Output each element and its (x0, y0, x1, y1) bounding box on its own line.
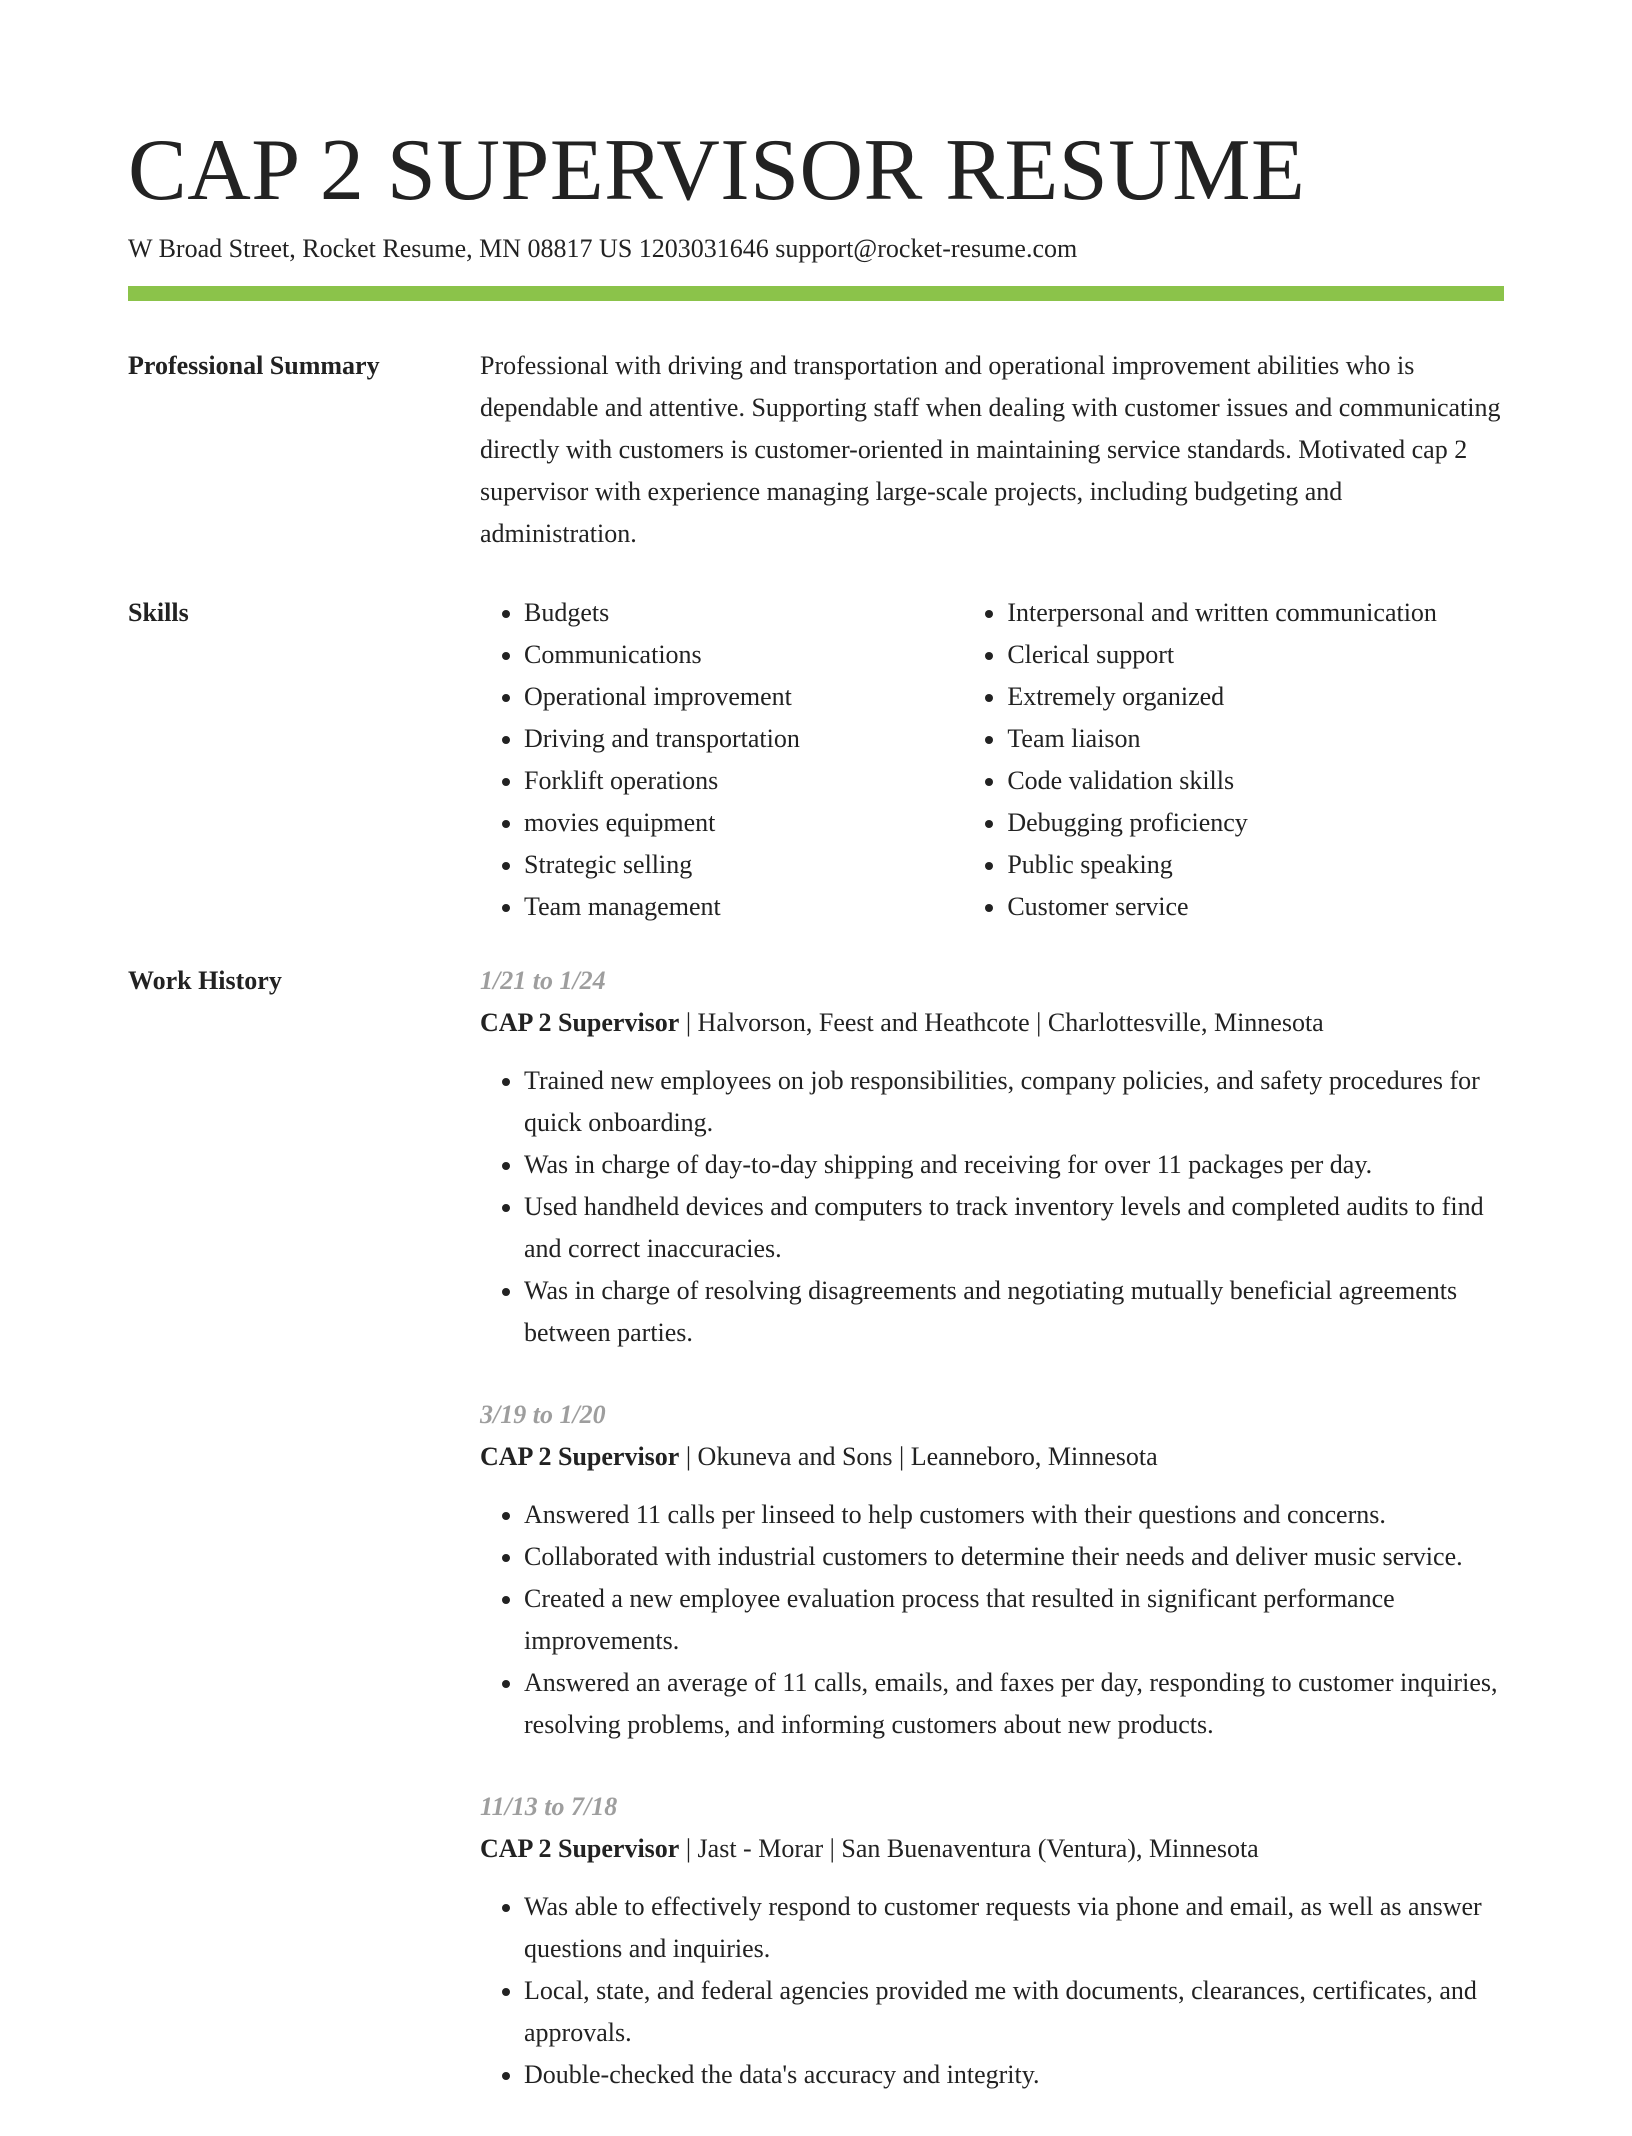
job-employer-location: | Okuneva and Sons | Leanneboro, Minnesota (679, 1442, 1158, 1471)
job-entry (480, 960, 1504, 1354)
skill-item: • Driving and transportation (524, 718, 963, 760)
skills-label: Skills (128, 598, 189, 627)
skill-item: • Extremely organized (1007, 676, 1504, 718)
skills-body (480, 592, 1504, 928)
skill-item: • Public speaking (1007, 844, 1504, 886)
skills-columns (480, 592, 1504, 928)
job-entry (480, 1786, 1504, 2096)
work-history-label: Work History (128, 966, 282, 995)
job-bullet: • Created a new employee evaluation process that resulted in significant performance improvements. (524, 1578, 1504, 1662)
skill-item: • Debugging proficiency (1007, 802, 1504, 844)
job-bullet: • Was in charge of resolving disagreements and negotiating mutually beneficial agreements between parties. (524, 1270, 1504, 1354)
job-title: CAP 2 Supervisor (480, 1442, 680, 1471)
job-bullet: • Local, state, and federal agencies provided me with documents, clearances, certificates, and approvals. (524, 1970, 1504, 2054)
job-bullet: • Collaborated with industrial customers to determine their needs and deliver music service. (524, 1536, 1504, 1578)
resume-title: CAP 2 SUPERVISOR RESUME (128, 122, 1306, 219)
job-title: CAP 2 Supervisor (480, 1008, 680, 1037)
job-bullets (480, 1060, 1504, 1354)
summary-label: Professional Summary (128, 351, 380, 380)
job-employer-location: | Jast - Morar | San Buenaventura (Ventura), Minnesota (679, 1834, 1259, 1863)
skills-column-left (480, 592, 963, 928)
skill-item: • Code validation skills (1007, 760, 1504, 802)
job-bullets (480, 1886, 1504, 2096)
job-employer-location: | Halvorson, Feest and Heathcote | Charlottesville, Minnesota (679, 1008, 1324, 1037)
job-title-line (480, 1002, 1504, 1044)
job-title-line (480, 1436, 1504, 1478)
job-title: CAP 2 Supervisor (480, 1834, 680, 1863)
summary-text: Professional with driving and transportation and operational improvement abilities who is dependable and attentive. Supporting staff when dealing with customer issues and communicating directly with customers is customer-oriented in maintaining service standards. Motivated cap 2 supervisor with experience managing large-scale projects, including budgeting and administration. (480, 351, 1501, 548)
skill-item: • movies equipment (524, 802, 963, 844)
skill-item: • Operational improvement (524, 676, 963, 718)
contact-line: W Broad Street, Rocket Resume, MN 08817 US 1203031646 support@rocket-resume.com (128, 234, 1078, 263)
skill-item: • Strategic selling (524, 844, 963, 886)
skill-item: • Team liaison (1007, 718, 1504, 760)
skill-item: • Forklift operations (524, 760, 963, 802)
skill-item: • Interpersonal and written communication (1007, 592, 1504, 634)
header-divider (128, 286, 1504, 301)
job-entry (480, 1394, 1504, 1746)
job-bullet: • Double-checked the data's accuracy and integrity. (524, 2054, 1504, 2096)
job-bullets (480, 1494, 1504, 1746)
skill-item: • Team management (524, 886, 963, 928)
job-bullet: • Answered 11 calls per linseed to help customers with their questions and concerns. (524, 1494, 1504, 1536)
job-date: 1/21 to 1/24 (480, 966, 606, 995)
skill-item: • Budgets (524, 592, 963, 634)
skills-column-right (963, 592, 1504, 928)
skill-item: • Communications (524, 634, 963, 676)
job-bullet: • Was in charge of day-to-day shipping and receiving for over 11 packages per day. (524, 1144, 1504, 1186)
skill-item: • Customer service (1007, 886, 1504, 928)
job-title-line (480, 1828, 1504, 1870)
job-date: 3/19 to 1/20 (480, 1400, 606, 1429)
job-bullet: • Was able to effectively respond to customer requests via phone and email, as well as answer questions and inquiries. (524, 1886, 1504, 1970)
job-bullet: • Trained new employees on job responsibilities, company policies, and safety procedures for quick onboarding. (524, 1060, 1504, 1144)
job-date: 11/13 to 7/18 (480, 1792, 618, 1821)
job-bullet: • Used handheld devices and computers to track inventory levels and completed audits to find and correct inaccuracies. (524, 1186, 1504, 1270)
work-history-body (480, 960, 1504, 2136)
job-bullet: • Answered an average of 11 calls, emails, and faxes per day, responding to customer inquiries, resolving problems, and informing customers about new products. (524, 1662, 1504, 1746)
skill-item: • Clerical support (1007, 634, 1504, 676)
summary-body (480, 345, 1504, 555)
